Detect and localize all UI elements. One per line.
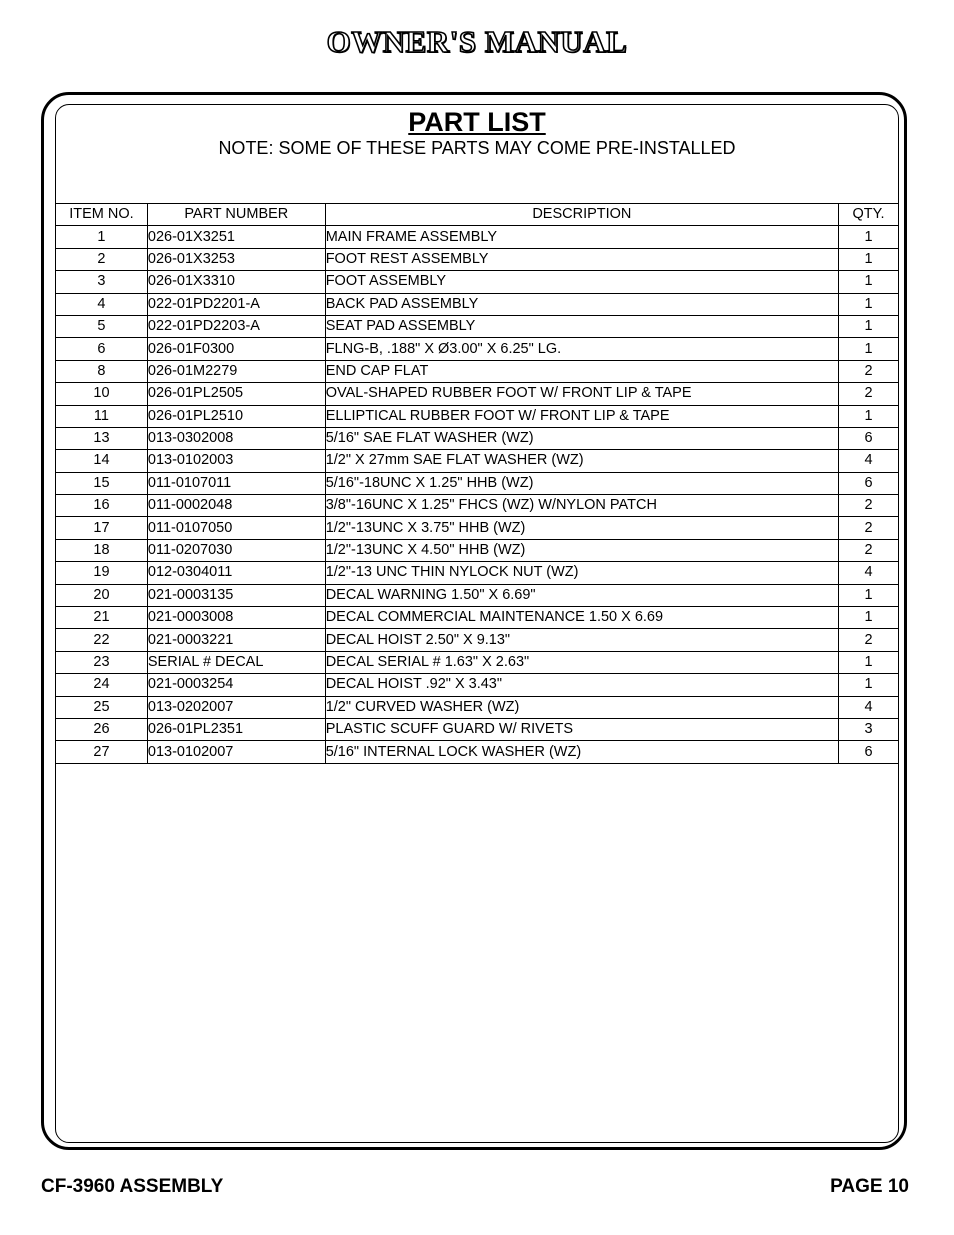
item-no-cell: 24 — [56, 674, 148, 696]
qty-cell: 4 — [839, 562, 899, 584]
description-cell: 1/2"-13UNC X 4.50" HHB (WZ) — [325, 539, 838, 561]
table-row — [56, 315, 899, 337]
description-cell: FOOT ASSEMBLY — [325, 271, 838, 293]
item-no-cell: 18 — [56, 539, 148, 561]
item-no-cell: 17 — [56, 517, 148, 539]
qty-cell: 1 — [839, 226, 899, 248]
table-row — [56, 405, 899, 427]
column-header-item-no: ITEM NO. — [56, 204, 148, 226]
qty-cell: 1 — [839, 584, 899, 606]
description-cell: DECAL SERIAL # 1.63" X 2.63" — [325, 651, 838, 673]
description-cell: 5/16" INTERNAL LOCK WASHER (WZ) — [325, 741, 838, 763]
description-cell: DECAL HOIST 2.50" X 9.13" — [325, 629, 838, 651]
table-row — [56, 360, 899, 382]
table-row — [56, 651, 899, 673]
item-no-cell: 14 — [56, 450, 148, 472]
table-row — [56, 629, 899, 651]
part-number-cell: 021-0003008 — [147, 607, 325, 629]
qty-cell: 1 — [839, 674, 899, 696]
part-number-cell: 013-0102003 — [147, 450, 325, 472]
column-header-part-number: PART NUMBER — [147, 204, 325, 226]
description-cell: 3/8"-16UNC X 1.25" FHCS (WZ) W/NYLON PATCH — [325, 495, 838, 517]
table-row — [56, 539, 899, 561]
description-cell: 1/2" CURVED WASHER (WZ) — [325, 696, 838, 718]
part-number-cell: 011-0002048 — [147, 495, 325, 517]
page-header: OWNER'S MANUAL — [326, 24, 628, 59]
qty-cell: 4 — [839, 696, 899, 718]
part-number-cell: 022-01PD2203-A — [147, 315, 325, 337]
part-number-cell: 022-01PD2201-A — [147, 293, 325, 315]
qty-cell: 2 — [839, 517, 899, 539]
qty-cell: 2 — [839, 539, 899, 561]
table-row — [56, 584, 899, 606]
qty-cell: 1 — [839, 248, 899, 270]
table-row — [56, 517, 899, 539]
qty-cell: 2 — [839, 360, 899, 382]
part-number-cell: 021-0003254 — [147, 674, 325, 696]
table-row — [56, 293, 899, 315]
qty-cell: 1 — [839, 315, 899, 337]
part-number-cell: 021-0003221 — [147, 629, 325, 651]
table-row — [56, 741, 899, 763]
description-cell: DECAL WARNING 1.50" X 6.69" — [325, 584, 838, 606]
table-row — [56, 450, 899, 472]
item-no-cell: 2 — [56, 248, 148, 270]
item-no-cell: 4 — [56, 293, 148, 315]
table-row — [56, 271, 899, 293]
part-number-cell: 026-01PL2510 — [147, 405, 325, 427]
item-no-cell: 16 — [56, 495, 148, 517]
column-header-qty: QTY. — [839, 204, 899, 226]
qty-cell: 1 — [839, 338, 899, 360]
part-number-cell: 026-01PL2351 — [147, 718, 325, 740]
item-no-cell: 11 — [56, 405, 148, 427]
part-number-cell: 026-01X3310 — [147, 271, 325, 293]
description-cell: OVAL-SHAPED RUBBER FOOT W/ FRONT LIP & TAPE — [325, 383, 838, 405]
qty-cell: 2 — [839, 629, 899, 651]
description-cell: FOOT REST ASSEMBLY — [325, 248, 838, 270]
part-number-cell: 011-0107050 — [147, 517, 325, 539]
item-no-cell: 5 — [56, 315, 148, 337]
description-cell: BACK PAD ASSEMBLY — [325, 293, 838, 315]
footer-assembly-label: CF-3960 ASSEMBLY — [41, 1176, 224, 1197]
description-cell: 5/16" SAE FLAT WASHER (WZ) — [325, 427, 838, 449]
parts-table — [55, 203, 899, 764]
item-no-cell: 13 — [56, 427, 148, 449]
item-no-cell: 21 — [56, 607, 148, 629]
qty-cell: 2 — [839, 495, 899, 517]
description-cell: END CAP FLAT — [325, 360, 838, 382]
item-no-cell: 6 — [56, 338, 148, 360]
qty-cell: 2 — [839, 383, 899, 405]
part-number-cell: 013-0102007 — [147, 741, 325, 763]
qty-cell: 1 — [839, 293, 899, 315]
table-row — [56, 674, 899, 696]
description-cell: MAIN FRAME ASSEMBLY — [325, 226, 838, 248]
item-no-cell: 10 — [56, 383, 148, 405]
part-number-cell: 012-0304011 — [147, 562, 325, 584]
table-row — [56, 495, 899, 517]
table-row — [56, 226, 899, 248]
table-row — [56, 718, 899, 740]
item-no-cell: 15 — [56, 472, 148, 494]
table-row — [56, 427, 899, 449]
column-header-description: DESCRIPTION — [325, 204, 838, 226]
description-cell: 5/16"-18UNC X 1.25" HHB (WZ) — [325, 472, 838, 494]
table-row — [56, 562, 899, 584]
item-no-cell: 8 — [56, 360, 148, 382]
table-row — [56, 607, 899, 629]
parts-table-body — [56, 226, 899, 763]
table-header-row — [56, 204, 899, 226]
qty-cell: 4 — [839, 450, 899, 472]
qty-cell: 6 — [839, 741, 899, 763]
part-number-cell: SERIAL # DECAL — [147, 651, 325, 673]
footer-page-number: PAGE 10 — [830, 1176, 909, 1197]
item-no-cell: 19 — [56, 562, 148, 584]
part-number-cell: 026-01PL2505 — [147, 383, 325, 405]
description-cell: DECAL HOIST .92" X 3.43" — [325, 674, 838, 696]
qty-cell: 3 — [839, 718, 899, 740]
part-number-cell: 021-0003135 — [147, 584, 325, 606]
description-cell: 1/2"-13 UNC THIN NYLOCK NUT (WZ) — [325, 562, 838, 584]
qty-cell: 1 — [839, 271, 899, 293]
item-no-cell: 26 — [56, 718, 148, 740]
qty-cell: 1 — [839, 405, 899, 427]
description-cell: PLASTIC SCUFF GUARD W/ RIVETS — [325, 718, 838, 740]
item-no-cell: 27 — [56, 741, 148, 763]
item-no-cell: 1 — [56, 226, 148, 248]
qty-cell: 6 — [839, 472, 899, 494]
description-cell: FLNG-B, .188" X Ø3.00" X 6.25" LG. — [325, 338, 838, 360]
qty-cell: 1 — [839, 607, 899, 629]
item-no-cell: 23 — [56, 651, 148, 673]
description-cell: 1/2"-13UNC X 3.75" HHB (WZ) — [325, 517, 838, 539]
table-row — [56, 696, 899, 718]
section-title: PART LIST — [408, 107, 546, 137]
part-number-cell: 026-01M2279 — [147, 360, 325, 382]
table-row — [56, 248, 899, 270]
table-row — [56, 383, 899, 405]
part-number-cell: 013-0302008 — [147, 427, 325, 449]
item-no-cell: 22 — [56, 629, 148, 651]
part-number-cell: 011-0107011 — [147, 472, 325, 494]
table-row — [56, 472, 899, 494]
qty-cell: 6 — [839, 427, 899, 449]
description-cell: ELLIPTICAL RUBBER FOOT W/ FRONT LIP & TAPE — [325, 405, 838, 427]
part-number-cell: 026-01X3251 — [147, 226, 325, 248]
part-number-cell: 011-0207030 — [147, 539, 325, 561]
item-no-cell: 3 — [56, 271, 148, 293]
item-no-cell: 20 — [56, 584, 148, 606]
section-note: NOTE: SOME OF THESE PARTS MAY COME PRE-INSTALLED — [218, 138, 736, 158]
description-cell: DECAL COMMERCIAL MAINTENANCE 1.50 X 6.69 — [325, 607, 838, 629]
part-number-cell: 026-01F0300 — [147, 338, 325, 360]
description-cell: 1/2" X 27mm SAE FLAT WASHER (WZ) — [325, 450, 838, 472]
part-number-cell: 026-01X3253 — [147, 248, 325, 270]
part-number-cell: 013-0202007 — [147, 696, 325, 718]
item-no-cell: 25 — [56, 696, 148, 718]
qty-cell: 1 — [839, 651, 899, 673]
table-row — [56, 338, 899, 360]
description-cell: SEAT PAD ASSEMBLY — [325, 315, 838, 337]
